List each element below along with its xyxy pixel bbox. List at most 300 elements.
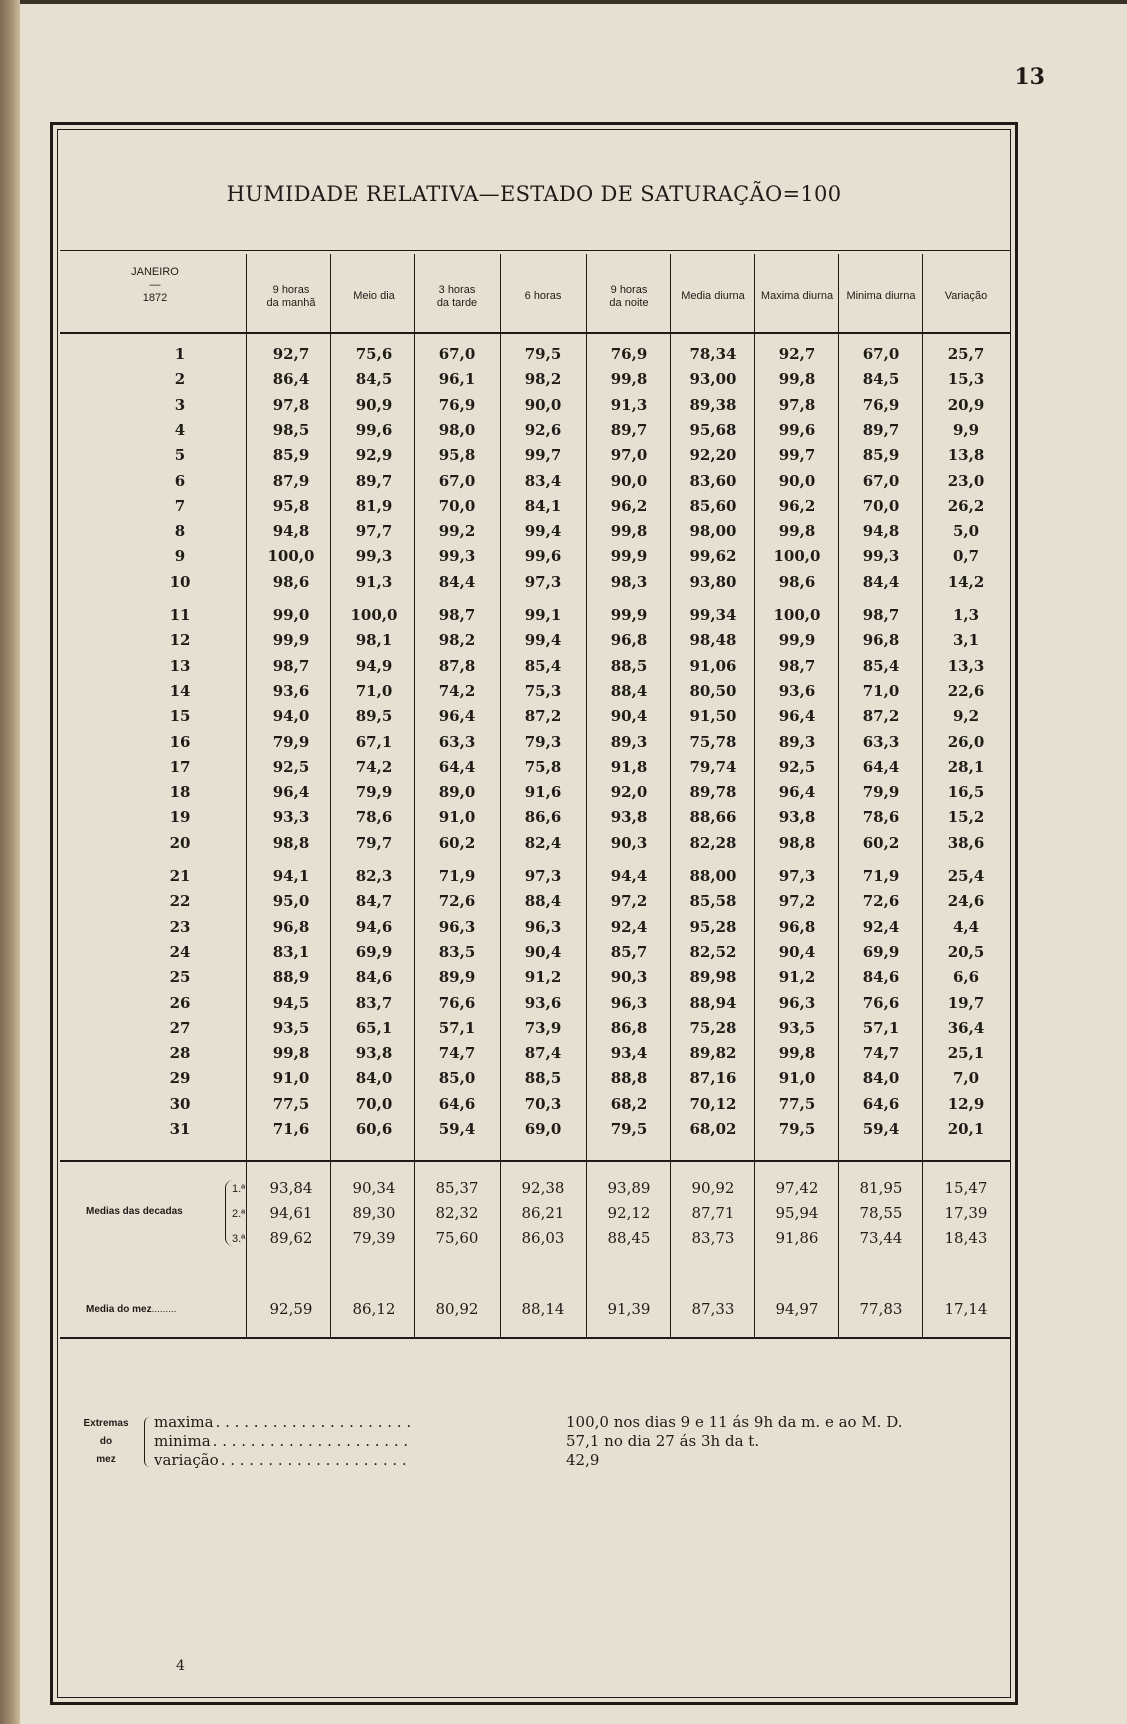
- table-cell: 75,3: [524, 681, 562, 700]
- table-cell: 89,38: [689, 395, 737, 414]
- table-cell: 98,7: [778, 656, 816, 675]
- extreme-name: maxima: [154, 1413, 214, 1431]
- table-cell: 96,2: [778, 496, 816, 515]
- table-cell: 98,0: [438, 420, 476, 439]
- table-cell: 25,1: [947, 1044, 985, 1063]
- table-cell: 96,3: [778, 993, 816, 1012]
- extreme-name: variação: [154, 1451, 219, 1469]
- month-mean-cell: 94,97: [775, 1300, 819, 1318]
- table-cell: 88,66: [689, 808, 737, 827]
- table-cell: 83,60: [689, 471, 737, 490]
- decade-cell: 81,95: [859, 1179, 903, 1197]
- decade-cell: 83,73: [691, 1229, 735, 1247]
- table-cell: 1,3: [952, 606, 980, 624]
- day-number: 24: [169, 942, 191, 961]
- table-row: [60, 704, 1010, 729]
- table-cell: 98,5: [272, 420, 310, 439]
- table-cell: 14,2: [947, 572, 985, 591]
- table-cell: 70,3: [524, 1094, 562, 1113]
- table-row: [60, 940, 1010, 965]
- table-cell: 87,8: [438, 656, 476, 675]
- table-cell: 64,4: [438, 757, 476, 776]
- table-cell: 67,0: [438, 471, 476, 490]
- table-cell: 60,6: [355, 1120, 393, 1138]
- table-cell: 12,9: [947, 1094, 985, 1113]
- table-cell: 85,0: [438, 1069, 476, 1088]
- header-top-rule: [60, 250, 1010, 251]
- day-number: 25: [169, 968, 191, 987]
- decades-brace: [225, 1180, 234, 1246]
- decade-cell: 89,30: [352, 1204, 396, 1222]
- table-cell: 84,4: [862, 572, 900, 591]
- table-cell: 99,62: [689, 547, 737, 566]
- table-cell: 99,9: [610, 547, 648, 566]
- header-bottom-rule: [60, 332, 1010, 334]
- table-cell: 86,6: [524, 808, 562, 827]
- table-cell: 96,8: [272, 917, 310, 936]
- table-cell: 76,6: [438, 993, 476, 1012]
- table-cell: 99,8: [778, 522, 816, 541]
- table-cell: 93,8: [778, 808, 816, 827]
- table-cell: 94,1: [272, 867, 310, 885]
- table-cell: 59,4: [438, 1120, 476, 1138]
- table-cell: 84,5: [355, 370, 393, 389]
- table-cell: 98,7: [862, 606, 900, 624]
- table-cell: 83,5: [438, 942, 476, 961]
- table-cell: 99,3: [355, 547, 393, 566]
- table-cell: 70,12: [689, 1094, 737, 1113]
- table-cell: 99,6: [778, 420, 816, 439]
- table-cell: 94,9: [355, 656, 393, 675]
- footer-number: 4: [176, 1658, 185, 1674]
- decade-cell: 94,61: [269, 1204, 313, 1222]
- table-cell: 25,7: [947, 345, 985, 363]
- table-cell: 99,3: [862, 547, 900, 566]
- day-number: 29: [169, 1069, 191, 1088]
- day-number: 3: [174, 395, 186, 414]
- table-cell: 89,7: [355, 471, 393, 490]
- table-cell: 75,6: [355, 345, 393, 363]
- table-cell: 74,2: [355, 757, 393, 776]
- table-cell: 9,2: [952, 707, 980, 726]
- table-cell: 94,4: [610, 867, 648, 885]
- table-cell: 85,9: [862, 446, 900, 465]
- table-row: [60, 367, 1010, 392]
- extreme-dots: . . . . . . . . . . . . . . . . . . . . .: [215, 1413, 412, 1431]
- table-cell: 91,2: [524, 968, 562, 987]
- table-cell: 69,0: [524, 1120, 562, 1138]
- table-cell: 95,28: [689, 917, 737, 936]
- decades-label: Medias das decadas: [86, 1206, 183, 1217]
- decade-cell: 79,39: [352, 1229, 396, 1247]
- column-header: Minima diurna: [846, 290, 916, 302]
- table-cell: 93,80: [689, 572, 737, 591]
- decade-cell: 93,89: [607, 1179, 651, 1197]
- table-cell: 76,9: [610, 345, 648, 363]
- table-cell: 86,4: [272, 370, 310, 389]
- table-cell: 99,7: [778, 446, 816, 465]
- decade-cell: 18,43: [944, 1229, 988, 1247]
- table-row: [60, 730, 1010, 755]
- table-cell: 96,8: [778, 917, 816, 936]
- table-cell: 100,0: [773, 547, 821, 566]
- table-cell: 71,0: [355, 681, 393, 700]
- month-mean-cell: 17,14: [944, 1300, 988, 1318]
- table-cell: 99,9: [610, 606, 648, 624]
- table-cell: 89,78: [689, 783, 737, 802]
- table-cell: 79,5: [778, 1120, 816, 1138]
- table-cell: 84,1: [524, 496, 562, 515]
- table-cell: 85,60: [689, 496, 737, 515]
- table-cell: 98,2: [524, 370, 562, 389]
- table-cell: 63,3: [438, 732, 476, 751]
- table-row: [60, 494, 1010, 519]
- table-cell: 97,7: [355, 522, 393, 541]
- decade-cell: 87,71: [691, 1204, 735, 1222]
- day-number: 4: [174, 420, 186, 439]
- table-cell: 20,9: [947, 395, 985, 414]
- table-cell: 74,7: [862, 1044, 900, 1063]
- table-cell: 82,4: [524, 833, 562, 852]
- table-cell: 99,8: [610, 522, 648, 541]
- table-cell: 84,4: [438, 572, 476, 591]
- extreme-line: [154, 1432, 760, 1450]
- table-cell: 79,5: [524, 345, 562, 363]
- column-header: 3 horas da tarde: [436, 284, 478, 309]
- table-cell: 97,8: [272, 395, 310, 414]
- table-cell: 95,68: [689, 420, 737, 439]
- day-number: 2: [174, 370, 186, 389]
- table-cell: 67,0: [862, 471, 900, 490]
- day-number: 8: [174, 522, 186, 541]
- table-cell: 98,7: [438, 606, 476, 624]
- column-header: 9 horas da manhã: [266, 284, 316, 309]
- summary-bottom-rule: [60, 1337, 1010, 1339]
- table-cell: 83,7: [355, 993, 393, 1012]
- table-cell: 68,02: [689, 1120, 737, 1138]
- table-cell: 77,5: [272, 1094, 310, 1113]
- table-cell: 98,8: [778, 833, 816, 852]
- month-mean-cell: 92,59: [269, 1300, 313, 1318]
- data-bottom-rule: [60, 1160, 1010, 1162]
- table-cell: 97,2: [610, 892, 648, 911]
- table-cell: 93,6: [778, 681, 816, 700]
- day-number: 20: [169, 833, 191, 852]
- table-cell: 91,8: [610, 757, 648, 776]
- table-cell: 75,8: [524, 757, 562, 776]
- table-cell: 70,0: [438, 496, 476, 515]
- decade-ordinal: 1.ª: [232, 1183, 246, 1195]
- extreme-name: minima: [154, 1432, 211, 1450]
- table-row: [60, 805, 1010, 830]
- table-row: [60, 628, 1010, 653]
- day-number: 30: [169, 1094, 191, 1113]
- column-header: Media diurna: [681, 290, 745, 302]
- decade-ordinal: 2.ª: [232, 1208, 246, 1220]
- table-row: [60, 864, 1010, 889]
- table-cell: 67,0: [862, 345, 900, 363]
- table-cell: 98,00: [689, 522, 737, 541]
- table-cell: 75,78: [689, 732, 737, 751]
- table-row: [60, 443, 1010, 468]
- table-cell: 80,50: [689, 681, 737, 700]
- table-cell: 99,8: [272, 1044, 310, 1063]
- decade-cell: 91,86: [775, 1229, 819, 1247]
- table-cell: 88,4: [524, 892, 562, 911]
- day-number: 23: [169, 917, 191, 936]
- table-cell: 87,2: [862, 707, 900, 726]
- table-cell: 99,8: [610, 370, 648, 389]
- table-cell: 84,6: [355, 968, 393, 987]
- table-cell: 91,2: [778, 968, 816, 987]
- table-cell: 93,6: [272, 681, 310, 700]
- table-cell: 84,0: [355, 1069, 393, 1088]
- table-cell: 94,6: [355, 917, 393, 936]
- table-cell: 5,0: [952, 522, 980, 541]
- extreme-value: 42,9: [566, 1451, 600, 1469]
- table-cell: 84,0: [862, 1069, 900, 1088]
- table-cell: 19,7: [947, 993, 985, 1012]
- table-cell: 96,8: [862, 631, 900, 650]
- table-cell: 86,8: [610, 1018, 648, 1037]
- table-cell: 57,1: [862, 1018, 900, 1037]
- table-cell: 99,2: [438, 522, 476, 541]
- table-cell: 36,4: [947, 1018, 985, 1037]
- table-cell: 90,3: [610, 968, 648, 987]
- table-cell: 92,7: [778, 345, 816, 363]
- decade-cell: 86,21: [521, 1204, 565, 1222]
- table-cell: 99,7: [524, 446, 562, 465]
- extremes-label: Extremas do mez: [83, 1418, 129, 1465]
- decade-cell: 78,55: [859, 1204, 903, 1222]
- day-number: 14: [169, 681, 191, 700]
- table-cell: 26,0: [947, 732, 985, 751]
- table-cell: 82,28: [689, 833, 737, 852]
- table-cell: 93,4: [610, 1044, 648, 1063]
- table-cell: 93,6: [524, 993, 562, 1012]
- table-cell: 67,0: [438, 345, 476, 363]
- table-cell: 93,8: [355, 1044, 393, 1063]
- table-cell: 87,16: [689, 1069, 737, 1088]
- table-cell: 98,8: [272, 833, 310, 852]
- day-number: 10: [169, 572, 191, 591]
- table-row: [60, 342, 1010, 367]
- table-row: [60, 1092, 1010, 1117]
- day-number: 6: [174, 471, 186, 490]
- table-cell: 89,3: [610, 732, 648, 751]
- table-row: [60, 991, 1010, 1016]
- table-row: [60, 519, 1010, 544]
- table-row: [60, 570, 1010, 595]
- table-cell: 97,3: [778, 867, 816, 885]
- table-cell: 93,8: [610, 808, 648, 827]
- table-cell: 79,9: [355, 783, 393, 802]
- table-cell: 99,3: [438, 547, 476, 566]
- extreme-line: [154, 1451, 600, 1469]
- table-cell: 70,0: [862, 496, 900, 515]
- decade-cell: 75,60: [435, 1229, 479, 1247]
- table-cell: 88,9: [272, 968, 310, 987]
- table-cell: 89,3: [778, 732, 816, 751]
- decade-cell: 85,37: [435, 1179, 479, 1197]
- table-cell: 77,5: [778, 1094, 816, 1113]
- table-cell: 72,6: [438, 892, 476, 911]
- month-mean-cell: 91,39: [607, 1300, 651, 1318]
- extreme-value: 57,1 no dia 27 ás 3h da t.: [566, 1432, 760, 1450]
- table-cell: 87,9: [272, 471, 310, 490]
- table-cell: 73,9: [524, 1018, 562, 1037]
- table-cell: 92,7: [272, 345, 310, 363]
- table-row: [60, 603, 1010, 628]
- table-cell: 22,6: [947, 681, 985, 700]
- day-number: 1: [174, 345, 186, 363]
- table-cell: 84,5: [862, 370, 900, 389]
- decade-ordinal: 3.ª: [232, 1233, 246, 1245]
- table-cell: 96,8: [610, 631, 648, 650]
- table-cell: 65,1: [355, 1018, 393, 1037]
- table-cell: 91,6: [524, 783, 562, 802]
- table-cell: 96,4: [272, 783, 310, 802]
- table-cell: 64,6: [438, 1094, 476, 1113]
- table-row: [60, 831, 1010, 856]
- table-cell: 71,9: [862, 867, 900, 885]
- table-cell: 13,3: [947, 656, 985, 675]
- decade-cell: 82,32: [435, 1204, 479, 1222]
- table-cell: 99,1: [524, 606, 562, 624]
- day-number: 19: [169, 808, 191, 827]
- table-cell: 38,6: [947, 833, 985, 852]
- decade-cell: 90,34: [352, 1179, 396, 1197]
- table-cell: 76,9: [438, 395, 476, 414]
- month-mean-cell: 88,14: [521, 1300, 565, 1318]
- month-mean-cell: 86,12: [352, 1300, 396, 1318]
- table-cell: 71,9: [438, 867, 476, 885]
- month-mean-cell: 77,83: [859, 1300, 903, 1318]
- table-cell: 92,5: [778, 757, 816, 776]
- table-cell: 96,4: [778, 707, 816, 726]
- table-cell: 85,4: [524, 656, 562, 675]
- table-row: [60, 780, 1010, 805]
- table-cell: 7,0: [952, 1069, 980, 1088]
- table-cell: 94,8: [272, 522, 310, 541]
- table-cell: 90,9: [355, 395, 393, 414]
- table-row: [60, 393, 1010, 418]
- table-row: [60, 469, 1010, 494]
- table-cell: 89,0: [438, 783, 476, 802]
- table-cell: 15,2: [947, 808, 985, 827]
- table-cell: 92,5: [272, 757, 310, 776]
- table-row: [60, 679, 1010, 704]
- table-cell: 87,2: [524, 707, 562, 726]
- table-cell: 84,6: [862, 968, 900, 987]
- table-cell: 99,4: [524, 631, 562, 650]
- table-cell: 99,9: [272, 631, 310, 650]
- extreme-dots: . . . . . . . . . . . . . . . . . . . .: [220, 1451, 407, 1469]
- table-cell: 69,9: [862, 942, 900, 961]
- table-cell: 89,5: [355, 707, 393, 726]
- extremes-block: [68, 1413, 968, 1473]
- decade-cell: 86,03: [521, 1229, 565, 1247]
- table-cell: 92,0: [610, 783, 648, 802]
- month-mean-label: Media do mez.........: [86, 1304, 177, 1315]
- day-number: 13: [169, 656, 191, 675]
- table-cell: 84,7: [355, 892, 393, 911]
- table-cell: 89,7: [862, 420, 900, 439]
- table-cell: 93,3: [272, 808, 310, 827]
- table-cell: 98,2: [438, 631, 476, 650]
- table-cell: 71,0: [862, 681, 900, 700]
- table-cell: 91,0: [438, 808, 476, 827]
- column-header: 6 horas: [524, 290, 562, 302]
- table-row: [60, 965, 1010, 990]
- table-cell: 15,3: [947, 370, 985, 389]
- decade-cell: 90,92: [691, 1179, 735, 1197]
- table-cell: 76,6: [862, 993, 900, 1012]
- table-cell: 91,0: [272, 1069, 310, 1088]
- extremes-brace: [144, 1417, 151, 1467]
- table-cell: 72,6: [862, 892, 900, 911]
- day-number: 22: [169, 892, 191, 911]
- table-cell: 99,0: [272, 606, 310, 624]
- table-cell: 4,4: [952, 917, 980, 936]
- day-number: 12: [169, 631, 191, 650]
- table-cell: 83,1: [272, 942, 310, 961]
- table-cell: 93,00: [689, 370, 737, 389]
- table-cell: 91,3: [610, 395, 648, 414]
- table-cell: 92,4: [610, 917, 648, 936]
- table-cell: 94,8: [862, 522, 900, 541]
- month-mean-cell: 87,33: [691, 1300, 735, 1318]
- table-cell: 88,5: [610, 656, 648, 675]
- decade-cell: 97,42: [775, 1179, 819, 1197]
- table-cell: 79,9: [862, 783, 900, 802]
- day-number: 17: [169, 757, 191, 776]
- table-row: [60, 1041, 1010, 1066]
- header-dash: —: [149, 279, 161, 291]
- table-cell: 57,1: [438, 1018, 476, 1037]
- table-cell: 76,9: [862, 395, 900, 414]
- table-cell: 6,6: [952, 968, 980, 987]
- table-cell: 90,0: [778, 471, 816, 490]
- table-row: [60, 418, 1010, 443]
- table-cell: 98,48: [689, 631, 737, 650]
- table-cell: 99,6: [524, 547, 562, 566]
- decade-cell: 93,84: [269, 1179, 313, 1197]
- extreme-dots: . . . . . . . . . . . . . . . . . . . . .: [212, 1432, 409, 1450]
- table-cell: 87,4: [524, 1044, 562, 1063]
- table-cell: 59,4: [862, 1120, 900, 1138]
- extreme-value: 100,0 nos dias 9 e 11 ás 9h da m. e ao M. D.: [566, 1413, 903, 1431]
- table-cell: 94,5: [272, 993, 310, 1012]
- table-cell: 79,9: [272, 732, 310, 751]
- table-cell: 90,4: [778, 942, 816, 961]
- table-cell: 95,0: [272, 892, 310, 911]
- table-cell: 100,0: [350, 606, 398, 624]
- table-row: [60, 755, 1010, 780]
- table-row: [60, 544, 1010, 569]
- table-cell: 99,9: [778, 631, 816, 650]
- table-row: [60, 915, 1010, 940]
- page-number: 13: [1014, 64, 1045, 90]
- table-row: [60, 889, 1010, 914]
- day-number: 21: [169, 867, 191, 885]
- table-cell: 78,6: [355, 808, 393, 827]
- table-cell: 89,98: [689, 968, 737, 987]
- table-cell: 90,3: [610, 833, 648, 852]
- day-number: 26: [169, 993, 191, 1012]
- table-cell: 97,3: [524, 572, 562, 591]
- table-cell: 95,8: [272, 496, 310, 515]
